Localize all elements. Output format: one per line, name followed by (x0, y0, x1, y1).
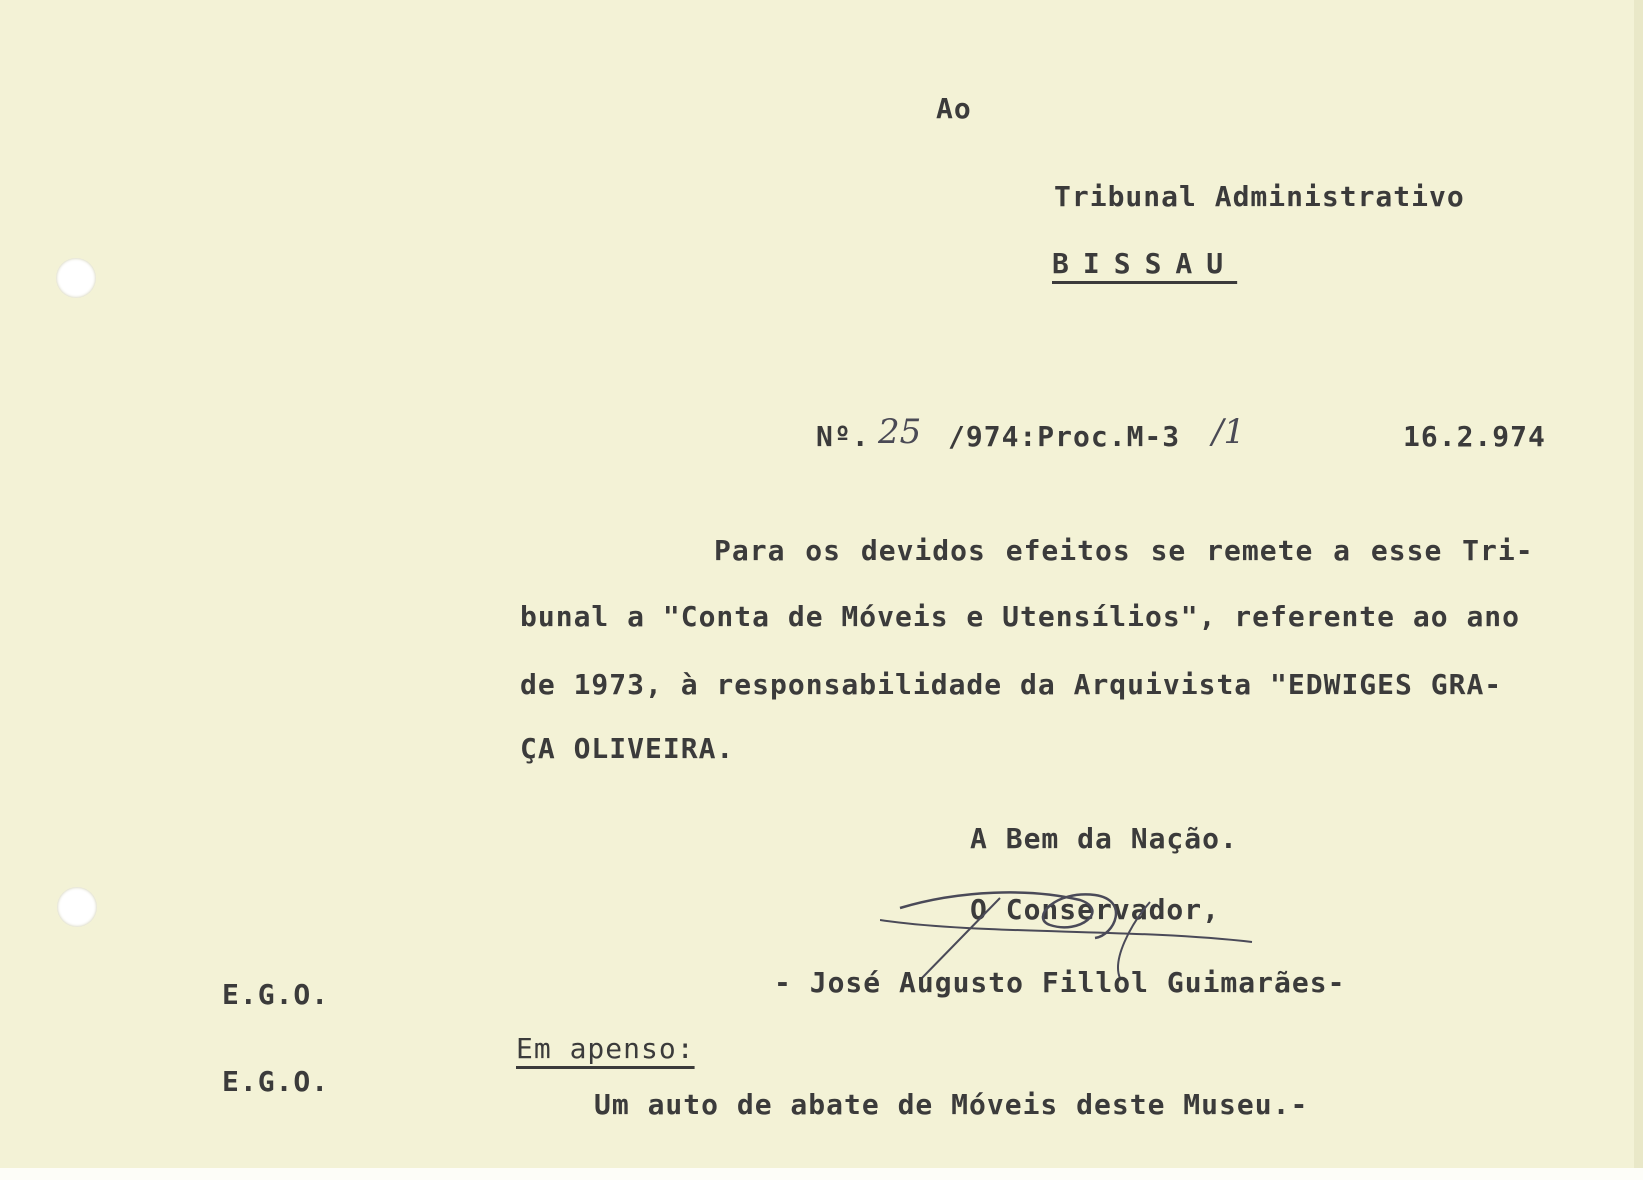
paper-edge-bottom (0, 1168, 1643, 1180)
addressee-city: BISSAU (1052, 247, 1238, 280)
punch-hole-bottom (57, 887, 97, 927)
addressee-name: Tribunal Administrativo (1054, 180, 1465, 213)
reference-code: /974:Proc.M-3 (948, 420, 1181, 453)
punch-hole-top (56, 258, 96, 298)
body-line-3: de 1973, à responsabilidade da Arquivista "EDWIGES GRA- (520, 668, 1503, 701)
attachment-heading: Em apenso: (516, 1032, 695, 1065)
reference-prefix: Nº. (816, 420, 870, 453)
signature-stroke-2 (880, 920, 1252, 942)
initials-1: E.G.O. (222, 978, 330, 1011)
body-line-2: bunal a "Conta de Móveis e Utensílios", referente ao ano (520, 600, 1521, 633)
attachment-text: Um auto de abate de Móveis deste Museu.- (594, 1088, 1309, 1121)
body-line-4: ÇA OLIVEIRA. (520, 732, 735, 765)
addressee-to: Ao (936, 92, 972, 125)
reference-hand-mark: /1 (1212, 412, 1246, 452)
body-line-1: Para os devidos efeitos se remete a esse Tri- (714, 534, 1534, 567)
signer-title: O Conservador, (970, 893, 1221, 926)
paper-edge-right (1634, 0, 1643, 1168)
initials-2: E.G.O. (222, 1065, 330, 1098)
closing-salutation: A Bem da Nação. (970, 822, 1238, 855)
signer-name: - José Augusto Fillol Guimarães- (774, 966, 1346, 999)
reference-number-handwritten: 25 (878, 412, 922, 452)
reference-date: 16.2.974 (1403, 420, 1546, 453)
